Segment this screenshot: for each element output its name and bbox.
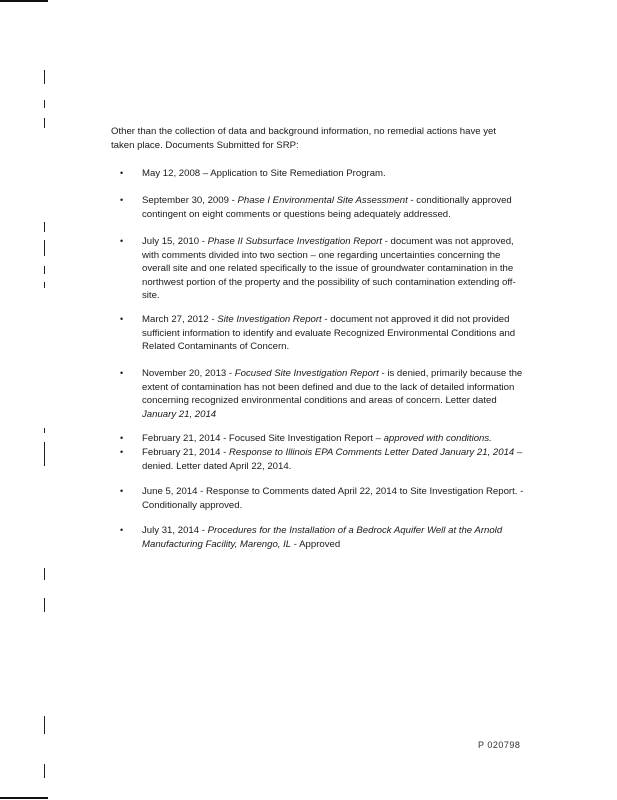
document-title: Phase II Subsurface Investigation Report: [207, 236, 382, 247]
document-title: Response to Illinois EPA Comments Letter Dated January 21, 2014: [228, 447, 515, 458]
item-text: July 31, 2014 -: [142, 525, 208, 536]
document-title: Procedures for the Installation of a Bedrock Aquifer Well at the Arnold Manufacturing Facility, Marengo, IL: [142, 525, 503, 550]
intro-paragraph: Other than the collection of data and background information, no remedial actions have yet taken place. Documents Submitted for SRP:: [111, 126, 497, 151]
list-item: [120, 446, 527, 473]
bullet-icon: •: [120, 314, 124, 324]
bullet-icon: •: [120, 433, 124, 443]
list-item: [120, 524, 527, 551]
list-item: [120, 367, 527, 421]
bullet-icon: •: [120, 368, 124, 378]
list-item: [120, 313, 527, 354]
item-text: - is denied, primarily because the extent of contamination has not been defined and due to the lack of detailed information concerning recognized environmental conditions and areas of concern. Letter dated: [142, 368, 523, 406]
bates-number: P 020798: [478, 740, 521, 750]
document-title: Focused Site Investigation Report: [234, 368, 379, 379]
document-title: January 21, 2014: [142, 408, 217, 420]
item-text: - Approved: [291, 538, 341, 550]
item-text: - document was not approved, with comments divided into two section – one regarding uncertainties concerning the overall site and one related specifically to the issue of groundwater contamination in the northwest portion of the property and the possibility of such contamination extending off-site.: [142, 236, 516, 301]
item-text: November 20, 2013 -: [142, 368, 235, 379]
item-text: February 21, 2014 - Focused Site Investigation Report –: [142, 433, 384, 444]
document-title: Phase I Environmental Site Assessment: [237, 195, 408, 206]
document-title: Site Investigation Report: [217, 314, 322, 325]
bullet-icon: •: [120, 195, 124, 205]
list-item: [120, 194, 527, 221]
list-item: [120, 485, 527, 512]
item-text: February 21, 2014 -: [142, 447, 229, 458]
list-item: [120, 167, 527, 181]
list-item: [120, 235, 527, 303]
document-title: approved with conditions.: [383, 433, 492, 444]
bullet-icon: •: [120, 525, 124, 535]
bullet-icon: •: [120, 486, 124, 496]
item-text: May 12, 2008 – Application to Site Remediation Program.: [142, 168, 386, 179]
bullet-icon: •: [120, 236, 124, 246]
item-text: – denied. Letter dated April 22, 2014.: [142, 447, 523, 472]
bullet-icon: •: [120, 447, 124, 457]
list-item: [120, 432, 527, 446]
item-text: July 15, 2010 -: [142, 236, 208, 247]
item-text: March 27, 2012 -: [142, 314, 218, 325]
item-text: - document not approved it did not provided sufficient information to identify and evaluate Recognized Environmental Conditions and Related Contaminants of Concern.: [142, 314, 516, 352]
item-text: September 30, 2009 -: [142, 195, 238, 206]
item-text: - conditionally approved contingent on eight comments or questions being adequately addressed.: [142, 195, 512, 220]
bullet-icon: •: [120, 168, 124, 178]
item-text: June 5, 2014 - Response to Comments dated April 22, 2014 to Site Investigation Report. - Conditionally approved.: [142, 486, 524, 511]
